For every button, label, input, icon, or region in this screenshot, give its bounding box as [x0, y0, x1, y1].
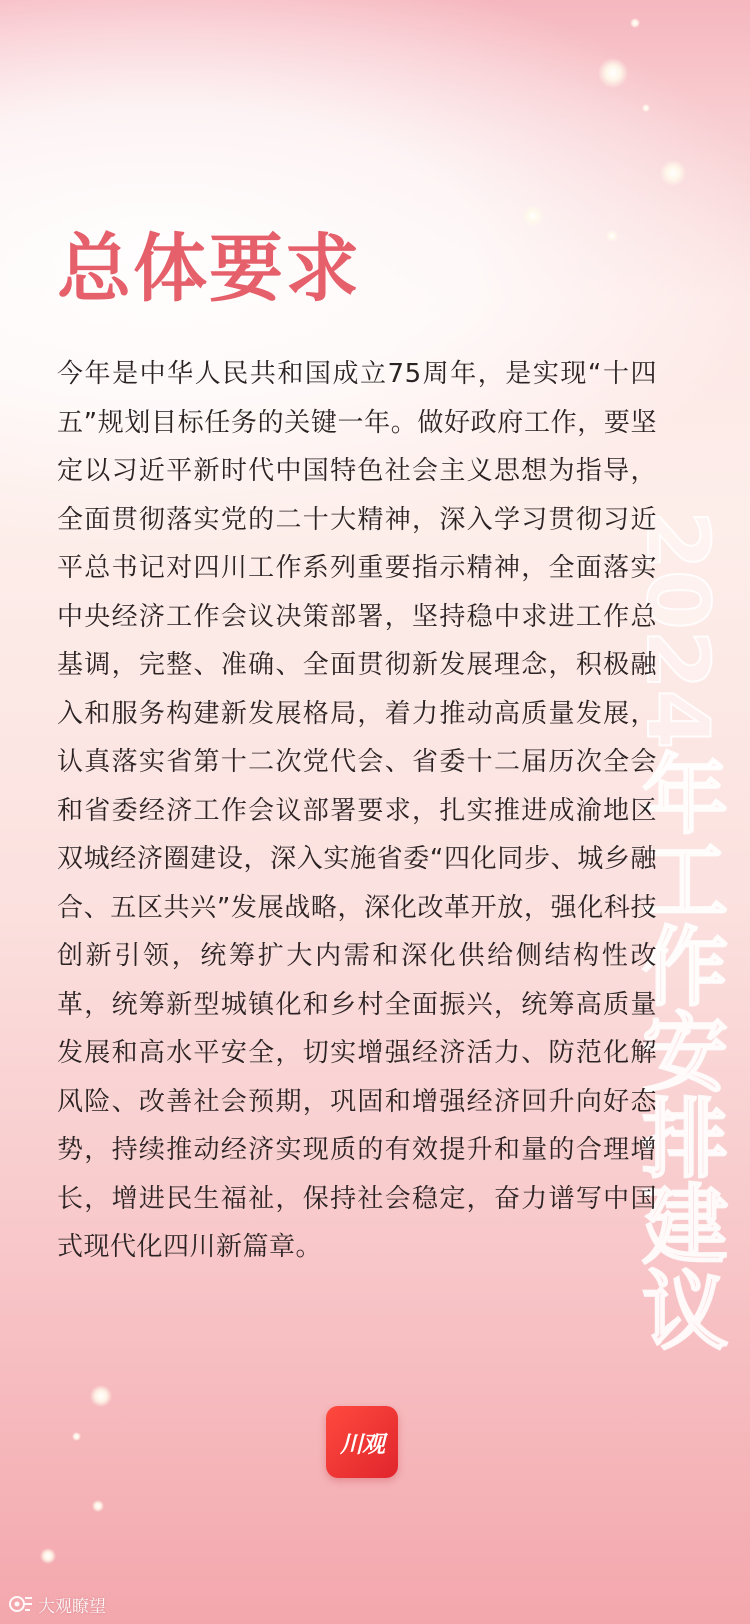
logo-badge — [326, 1406, 398, 1478]
sparkle-decoration — [642, 104, 650, 112]
sparkle-decoration — [40, 1548, 56, 1564]
watermark-text: 大观瞭望 — [38, 1596, 106, 1617]
sparkle-decoration — [598, 58, 628, 88]
sparkle-decoration — [92, 1500, 104, 1512]
sparkle-decoration — [72, 1432, 81, 1441]
side-title: 2024年工作安排建议 — [627, 510, 727, 1352]
sparkle-decoration — [90, 1385, 112, 1407]
sparkle-decoration — [522, 205, 544, 227]
page-title: 总体要求 — [57, 226, 361, 312]
sparkle-decoration — [630, 18, 640, 28]
sparkle-decoration — [660, 160, 686, 186]
watermark — [8, 1590, 106, 1618]
logo-text: 川观 — [340, 1431, 384, 1458]
camera-mark-icon — [8, 1594, 34, 1614]
body-paragraph: 今年是中华人民共和国成立75周年，是实现“十四五”规划目标任务的关键一年。做好政府工作，要坚定以习近平新时代中国特色社会主义思想为指导，全面贯彻落实党的二十大精神，深入学习贯彻习近平总书记对四川工作系列重要指示精神，全面落实中央经济工作会议决策部署，坚持稳中求进工作总基调，完整、准确、全面贯彻新发展理念，积极融入和服务构建新发展格局，着力推动高质量发展，认真落实省第十二次党代会、省委十二届历次全会和省委经济工作会议部署要求，扎实推进成渝地区双城经济圈建设，深入实施省委“四化同步、城乡融合、五区共兴”发展战略，深化改革开放，强化科技创新引领，统筹扩大内需和深化供给侧结构性改革，统筹新型城镇化和乡村全面振兴，统筹高质量发展和高水平安全，切实增强经济活力、防范化解风险、改善社会预期，巩固和增强经济回升向好态势，持续推动经济实现质的有效提升和量的合理增长，增进民生福祉，保持社会稳定，奋力谱写中国式现代化四川新篇章。 — [57, 359, 657, 1262]
sparkle-decoration — [606, 230, 618, 242]
